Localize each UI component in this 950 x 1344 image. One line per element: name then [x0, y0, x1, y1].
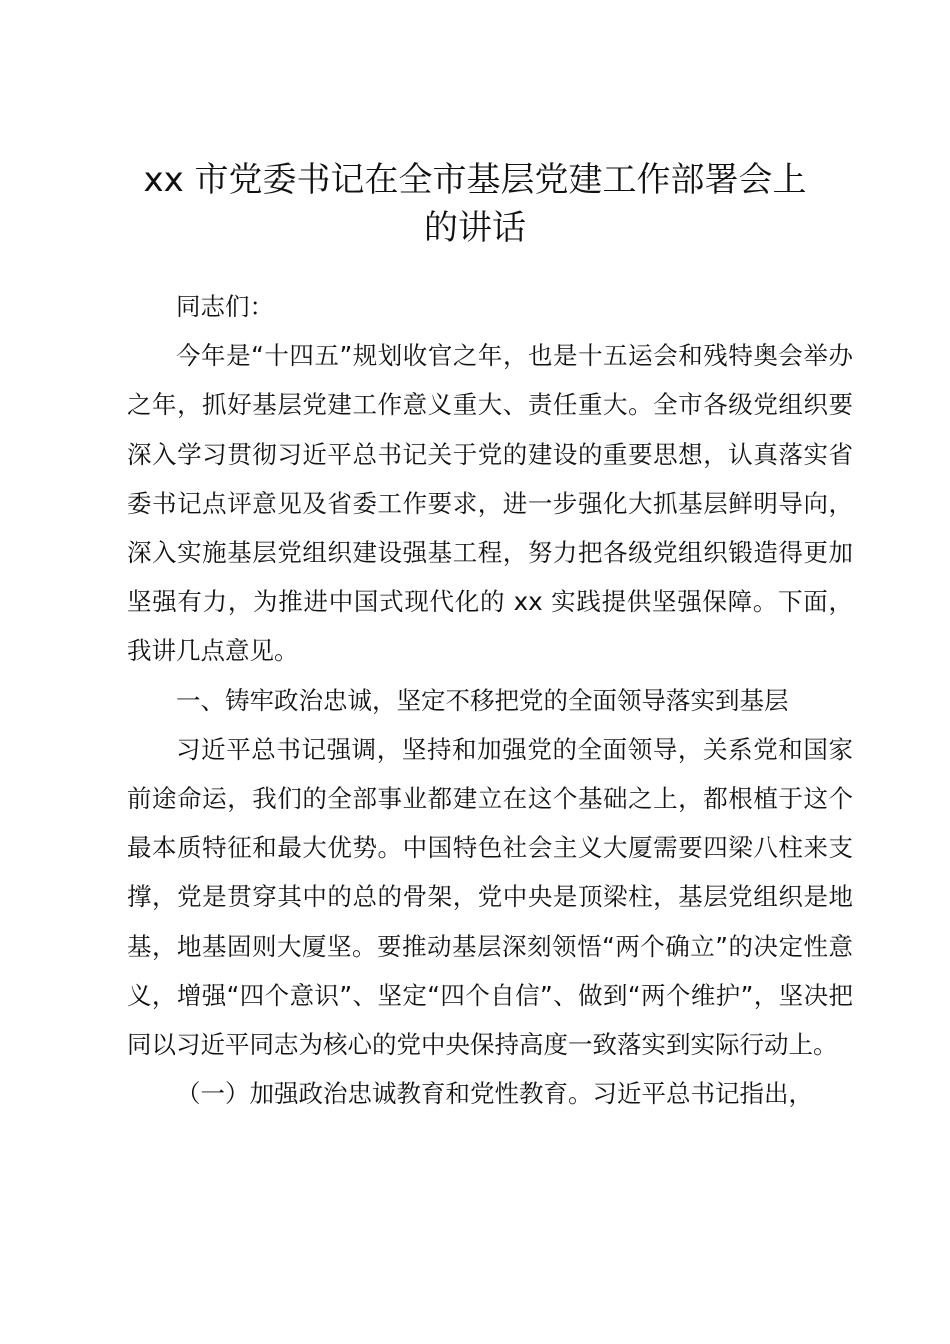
title-line-2: 的讲话 — [424, 208, 526, 248]
subsection-heading-1: （一）加强政治忠诚教育和党性教育。习近平总书记指出， — [176, 1079, 813, 1109]
section-heading-1: 一、铸牢政治忠诚，坚定不移把党的全面领导落实到基层 — [176, 685, 789, 715]
paragraph-intro: 今年是“十四五”规划收官之年，也是十五运会和残特奥会举办之年，抓好基层党建工作意义重大、责任重大。全市各级党组织要深入学习贯彻习近平总书记关于党的建设的重要思想，认真落实省委书记点评意见及省委工作要求，进一步强化大抓基层鲜明导向，深入实施基层党组织建设强基工程，努力把各级党组织锻造得更加坚强有力，为推进中国式现代化的 xx 实践提供坚强保障。下面，我讲几点意见。 — [127, 341, 853, 666]
title-line-1: xx 市党委书记在全市基层党建工作部署会上 — [143, 160, 807, 200]
paragraph-section-1: 习近平总书记强调，坚持和加强党的全面领导，关系党和国家前途命运，我们的全部事业都建立在这个基础之上，都根植于这个最本质特征和最大优势。中国特色社会主义大厦需要四梁八柱来支撑，党是贯穿其中的总的骨架，党中央是顶梁柱，基层党组织是地基，地基固则大厦坚。要推动基层深刻领悟“两个确立”的决定性意义，增强“四个意识”、坚定“四个自信”、做到“两个维护”，坚决把同以习近平同志为核心的党中央保持高度一致落实到实际行动上。 — [127, 734, 853, 1060]
greeting: 同志们： — [176, 292, 274, 321]
document-body — [127, 282, 853, 1118]
document-title — [100, 156, 850, 252]
